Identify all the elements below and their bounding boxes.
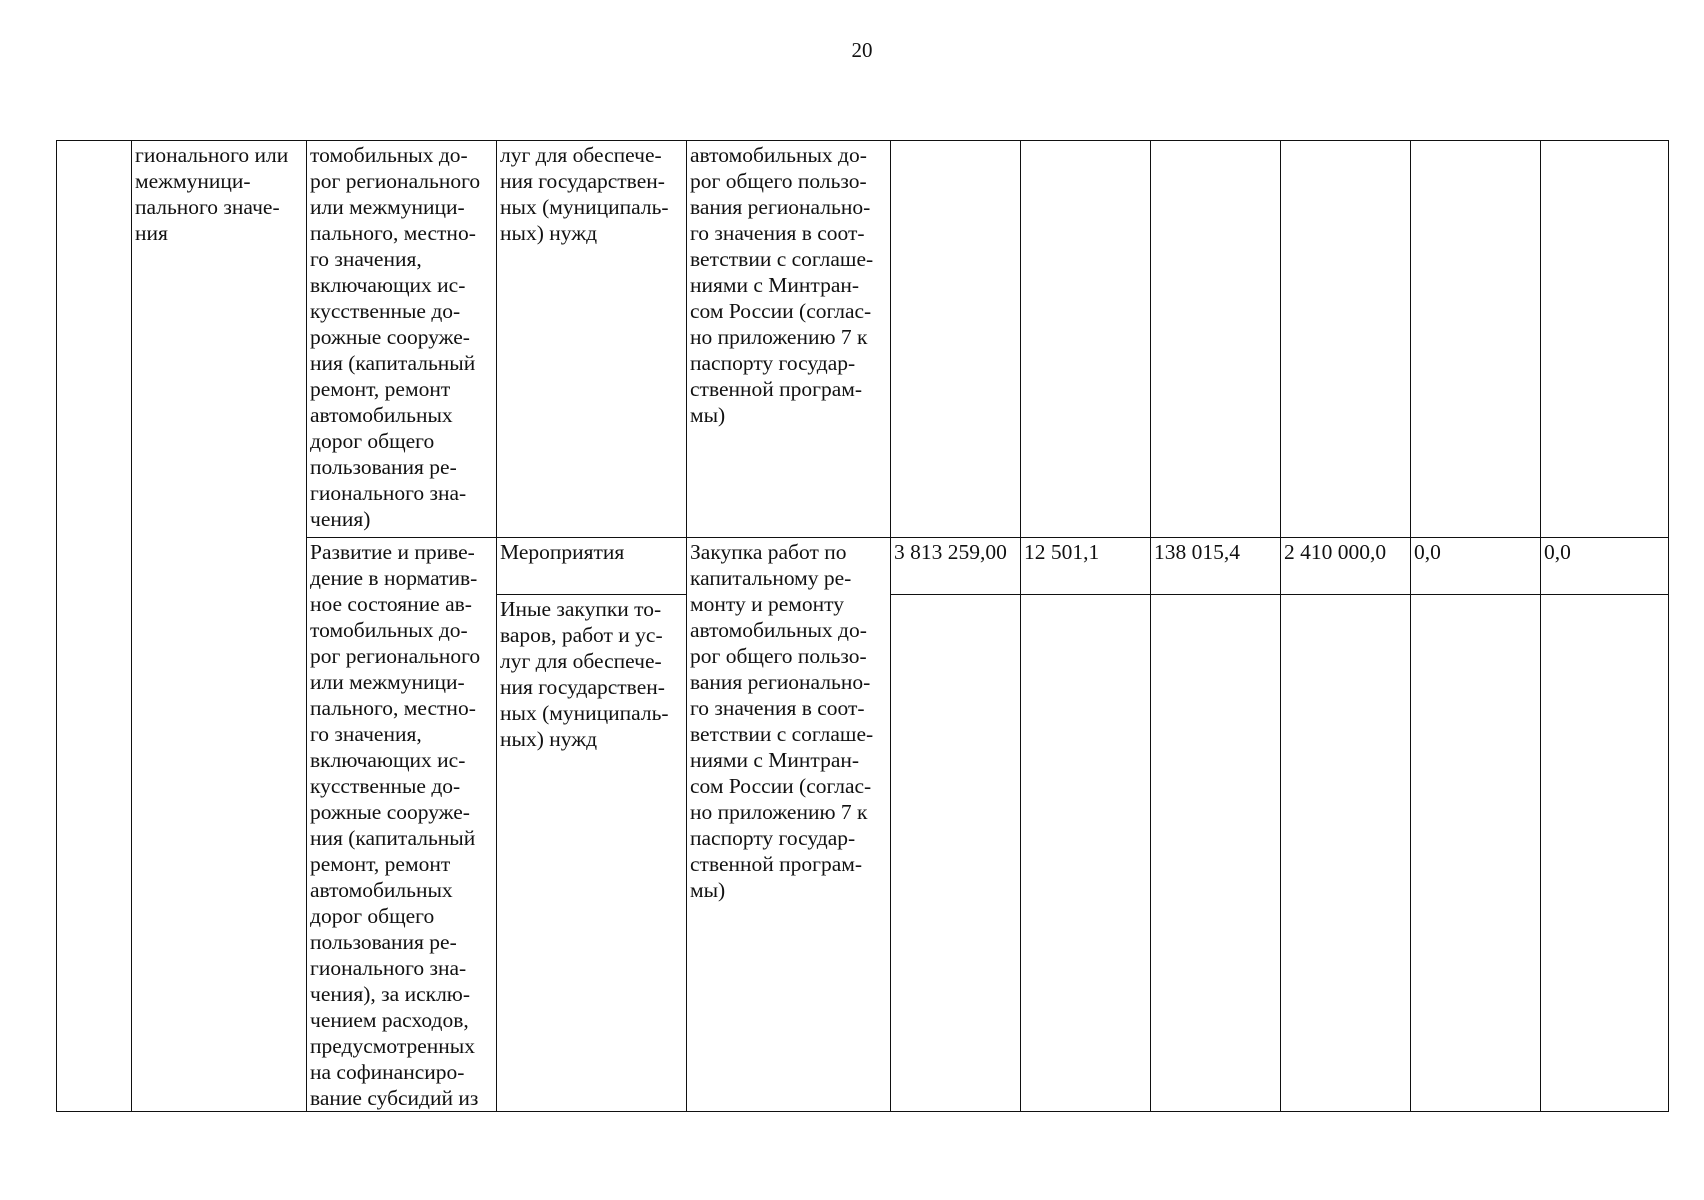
value-1: 3 813 259,00: [894, 540, 1007, 564]
measures-cell: [497, 538, 687, 595]
empty-value-cell: [891, 595, 1021, 1112]
description-cell: [687, 538, 891, 1112]
value-cell-4: [1281, 538, 1411, 595]
table-row: [57, 141, 1669, 538]
empty-value-cell: [1151, 595, 1281, 1112]
value-cell-2: [1021, 141, 1151, 538]
value-6: 0,0: [1544, 540, 1571, 564]
responsible-cell: [132, 141, 307, 1112]
value-cell-2: [1021, 538, 1151, 595]
empty-value-cell: [1021, 595, 1151, 1112]
value-cell-1: [891, 141, 1021, 538]
program-name-cell: [307, 538, 497, 1112]
page-number: 20: [851, 38, 873, 62]
value-cell-3: [1151, 538, 1281, 595]
program-name-text: Развитие и приве- дение в норматив- ное состояние ав- томобильных до- рог регионального или межмуници- пального, местно- го значения, включающих ис- кусственные до- рожные сооруже- ния (капитальный ремонт, ремонт автомобильных дорог общего пользования ре- гионального зна- чения), за исклю- чением расходов, предусмотренных на софинансиро- вание субсидий из: [310, 540, 481, 1110]
description-text: автомобильных до- рог общего пользо- вания регионально- го значения в соот- ветствии с соглаше- ниями с Минтран- сом России (соглас- но приложению 7 к паспорту государ- ственной програм- мы): [690, 143, 874, 427]
responsible-text: гионального или межмуници- пального значе- ния: [135, 143, 289, 245]
expense-type-text: луг для обеспече- ния государствен- ных (муниципаль- ных) нужд: [500, 143, 669, 245]
program-name-cell: [307, 141, 497, 538]
value-cell-1: [891, 538, 1021, 595]
value-cell-4: [1281, 141, 1411, 538]
description-text: Закупка работ по капитальному ре- монту и ремонту автомобильных до- рог общего пользо- вания регионально- го значения в соот- ветствии с соглаше- ниями с Минтран- сом России (соглас- но приложению 7 к паспорту государ- ственной програм- мы): [690, 540, 874, 902]
value-cell-6: [1541, 141, 1669, 538]
description-cell: [687, 141, 891, 538]
expense-type-text: Иные закупки то- варов, работ и ус- луг для обеспече- ния государствен- ных (муниципаль- ных) нужд: [500, 597, 669, 752]
value-cell-5: [1411, 141, 1541, 538]
program-name-text: томобильных до- рог регионального или межмуници- пального, местно- го значения, включающих ис- кусственные до- рожные сооруже- ния (капитальный ремонт, ремонт автомобильных дорог общего пользования ре- гионального зна- чения): [310, 143, 481, 531]
value-2: 12 501,1: [1024, 540, 1100, 564]
empty-value-cell: [1411, 595, 1541, 1112]
value-cell-6: [1541, 538, 1669, 595]
measures-text: Мероприятия: [500, 540, 625, 564]
budget-table: [56, 140, 1669, 1112]
value-3: 138 015,4: [1154, 540, 1240, 564]
empty-value-cell: [1281, 595, 1411, 1112]
value-cell-5: [1411, 538, 1541, 595]
value-cell-3: [1151, 141, 1281, 538]
row-number-cell: [57, 141, 132, 1112]
expense-type-cell: [497, 595, 687, 1112]
empty-value-cell: [1541, 595, 1669, 1112]
expense-type-cell: [497, 141, 687, 538]
value-5: 0,0: [1414, 540, 1441, 564]
value-4: 2 410 000,0: [1284, 540, 1387, 564]
